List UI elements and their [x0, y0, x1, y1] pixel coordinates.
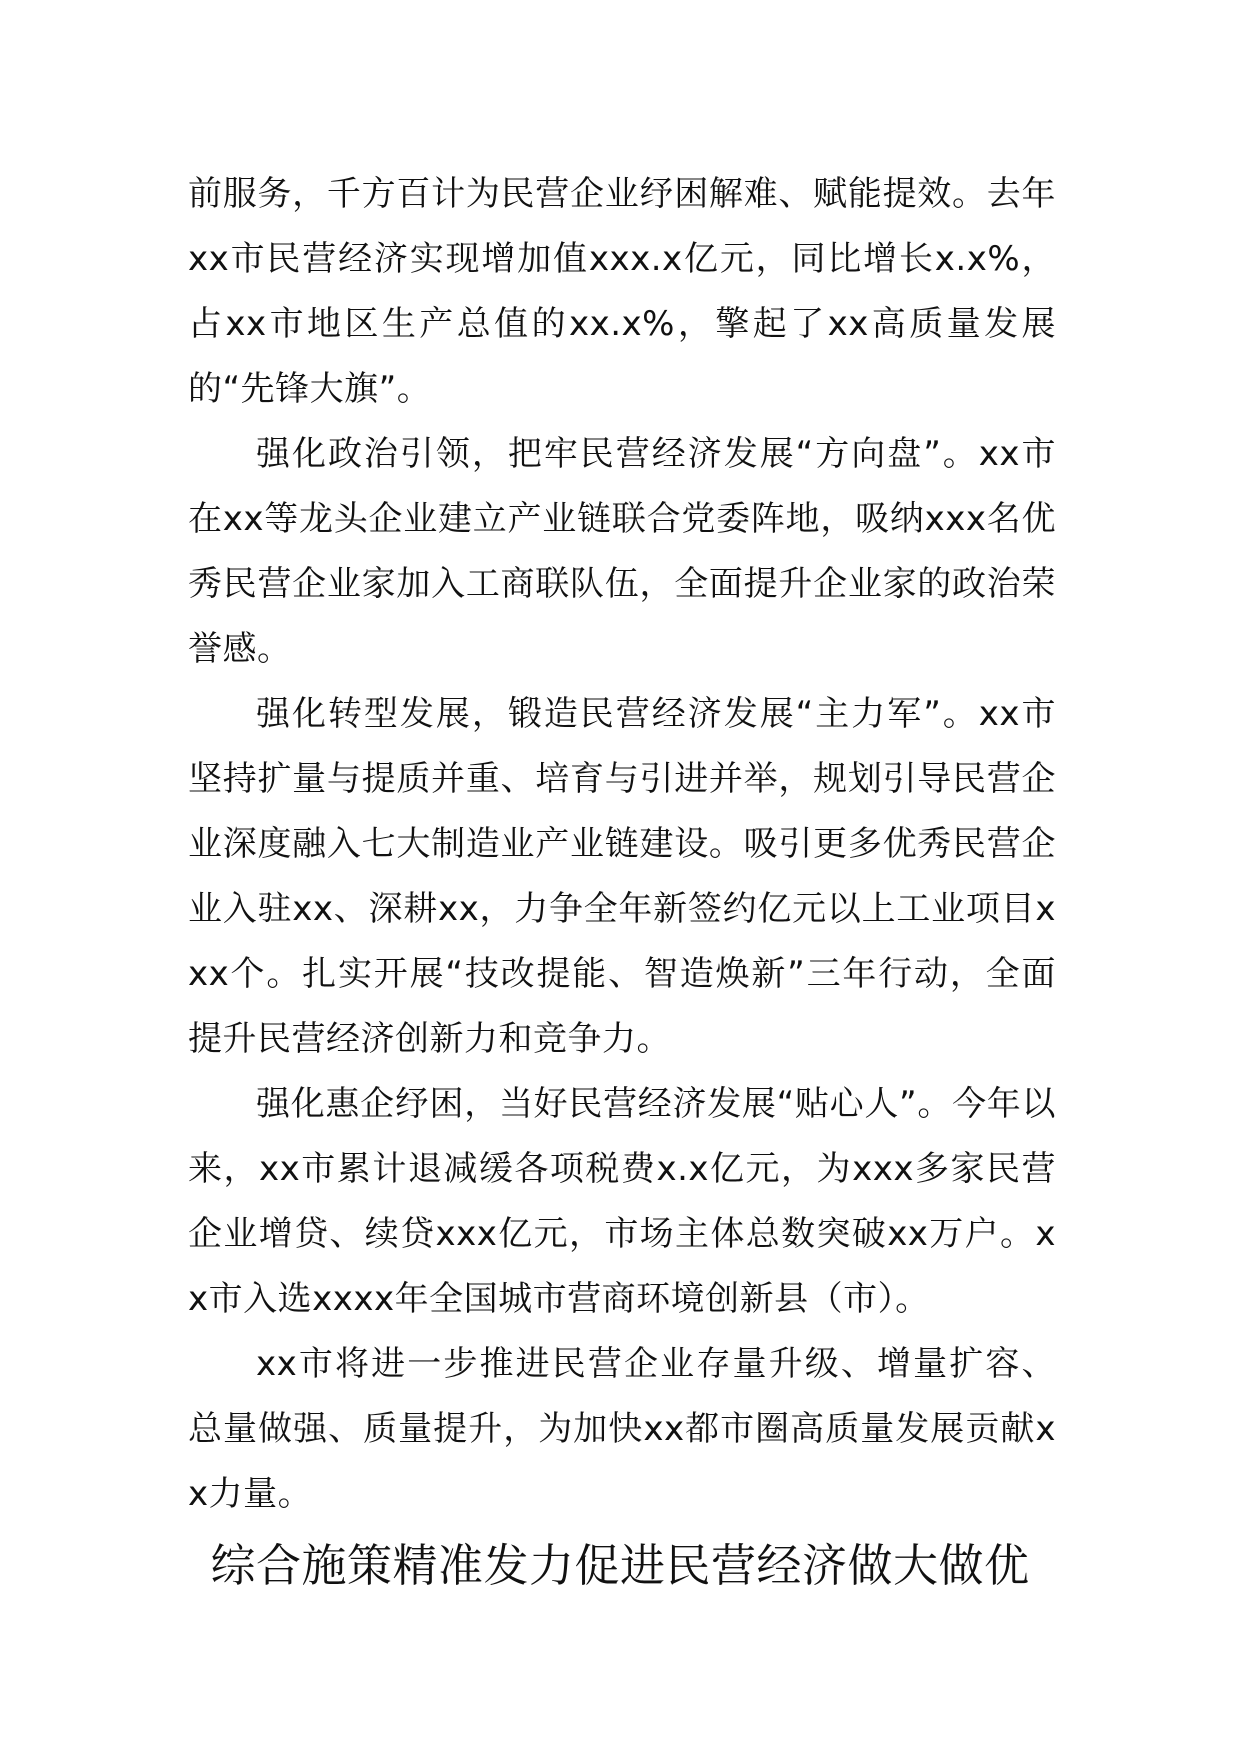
body-paragraph-3: 强化转型发展，锻造民营经济发展“主力军”。xx市坚持扩量与提质并重、培育与引进并举，规划引导民营企业深度融入七大制造业产业链建设。吸引更多优秀民营企业入驻xx、深耕xx，力争全年新签约亿元以上工业项目xxx个。扎实开展“技改提能、智造焕新”三年行动，全面提升民营经济创新力和竞争力。: [188, 694, 1056, 1059]
body-paragraph-4: 强化惠企纾困，当好民营经济发展“贴心人”。今年以来，xx市累计退减缓各项税费x.x亿元，为xxx多家民营企业增贷、续贷xxx亿元，市场主体总数突破xx万户。xx市入选xxxx年全国城市营商环境创新县（市）。: [188, 1084, 1056, 1319]
body-paragraph-2: 强化政治引领，把牢民营经济发展“方向盘”。xx市在xx等龙头企业建立产业链联合党委阵地，吸纳xxx名优秀民营企业家加入工商联队伍，全面提升企业家的政治荣誉感。: [188, 434, 1056, 669]
next-article-title: 综合施策精准发力促进民营经济做大做优: [210, 1539, 1030, 1592]
article-body: [188, 162, 1056, 1527]
body-paragraph-5: xx市将进一步推进民营企业存量升级、增量扩容、总量做强、质量提升，为加快xx都市圈高质量发展贡献xx力量。: [188, 1344, 1056, 1514]
body-paragraph-1: 前服务，千方百计为民营企业纾困解难、赋能提效。去年xx市民营经济实现增加值xxx.x亿元，同比增长x.x%，占xx市地区生产总值的xx.x%，擎起了xx高质量发展的“先锋大旗”。: [188, 174, 1056, 409]
